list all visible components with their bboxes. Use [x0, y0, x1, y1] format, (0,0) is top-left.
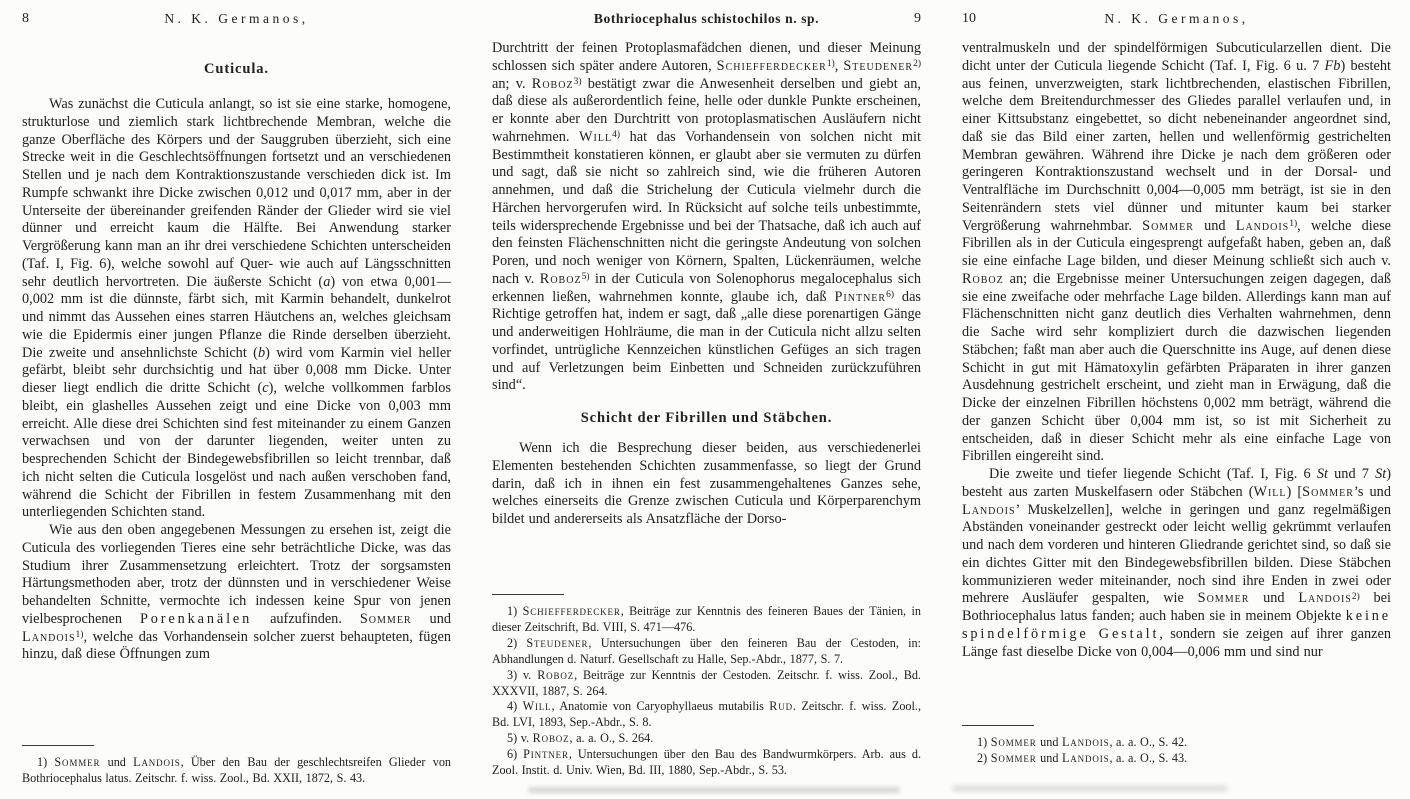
- page-number: 9: [914, 11, 921, 26]
- footnote: 1) Schiefferdecker, Beiträge zur Kenntnis des feineren Baues der Tänien, in dieser Zeitschrift, Bd. VIII, S. 471—476.: [492, 604, 921, 634]
- page-8: [0, 0, 470, 799]
- footnote: 3) v. Roboz, Beiträge zur Kenntnis der Cestoden. Zeitschr. f. wiss. Zool., Bd. XXXVII, 1887, S. 264.: [492, 667, 921, 698]
- paragraph: Was zunächst die Cuticula anlangt, so ist sie eine starke, homogene, strukturlose und ziemlich stark lichtbrechende Membran, welche die ganze Oberfläche des Körpers und der Sauggruben überzieht, sich eine Strecke weit in die Geschlechtsöffnungen fortsetzt und an verschiedenen Stellen und je nach dem Kontraktionszustande verschieden dick ist. Im Rumpfe schwankt ihre Dicke zwischen 0,012 und 0,017 mm, aber in der Unterseite der übereinander greifenden Ränder der Glieder wird sie viel dünner und erreicht kaum die Hälfte. Bei Anwendung starker Vergrößerung kann man an ihr drei verschiedene Schichten unterscheiden (Taf. I, Fig. 6), welche sowohl auf Quer- wie auch auf Längsschnitten sehr deutlich hervortreten. Die äußerste Schicht (a) von etwa 0,001—0,002 mm ist die dünnste, färbt sich, mit Karmin behandelt, dunkelrot und nimmt das Aussehen eines starren Häutchens an, welches gleichsam wie die Epidermis einer jungen Pflanze die Rinde derselben überzieht. Die zweite und ansehnlichste Schicht (b) wird vom Karmin viel heller gefärbt, bleibt sehr durchsichtig und hat über 0,008 mm Dicke. Unter dieser liegt endlich die dritte Schicht (c), welche vollkommen farblos bleibt, ein glashelles Aussehen zeigt und eine Dicke von 0,003 mm erreicht. Alle diese drei Schichten sind fest miteinander zu einem Ganzen verwachsen und von der darunter liegenden, weiter unten zu besprechenden Schicht der Bindegewebsfibrillen so leicht trennbar, daß ich nicht selten die Cuticula losgelöst und nach außen verschoben fand, während die Schicht der Fibrillen in festem Zusammenhang mit den unterliegenden Schichten stand.: [22, 96, 452, 521]
- paragraph: ventralmuskeln und der spindelförmigen Subcuticularzellen dient. Die dicht unter der Cuticula liegende Schicht (Taf. I, Fig. 6 u. 7 Fb) besteht aus feinen, unverzweigten, stark lichtbrechenden, elastischen Fibrillen, welche dem Breitendurchmesser des Gliedes parallel verlaufen und, in einer Kittsubstanz eingebettet, so dicht nebeneinander angeordnet sind, daß sie das Bild einer zarten, hellen und wellenförmig gestrichelten Membran gewähren. Während ihre Dicke je nach dem größeren oder geringeren Kontraktionszustand wechselt und in der Dorsal- und Ventralfläche im Durchschnitt 0,004—0,005 mm beträgt, ist sie in den Seitenrändern stets viel dünner und mitunter kaum bei starker Vergrößerung wahrnehmbar. Sommer und Landois$^{1)}$, welche diese Fibrillen als in der Cuticula eingesprengt aufgefaßt haben, geben an, daß sie eine einfache Lage bilden, und dieser Meinung schließt sich auch v. Roboz an; die Ergebnisse meiner Untersuchungen zeigen dagegen, daß sie eine zweifache oder mehrfache Lage bilden. Allerdings kann man auf Flächenschnitten nicht ganz deutlich dies Verhalten wahrnehmen, denn die Sache wird sehr kompliziert durch die dazwischen liegenden Stäbchen; faßt man aber auch die Querschnitte ins Auge, auf denen diese Schicht in gut mit Hämatoxylin gefärbten Präparaten in ihrer ganzen Ausdehnung gestrichelt erscheint, und zieht man in Erwägung, daß die Dicke der einzelnen Fibrillen höchstens 0,002 mm beträgt, während die der ganzen Schicht über 0,004 mm ist, so ist mit Sicherheit zu entscheiden, daß in dieser Schicht mehr als eine einfache Lage von Fibrillen eingereiht sind.: [962, 40, 1391, 465]
- footnote-rule: [492, 594, 564, 595]
- paragraph: Die zweite und tiefer liegende Schicht (Taf. I, Fig. 6 St und 7 St) besteht aus zarten Muskelfasern oder Stäbchen (Will) [Sommer’s und Landois’ Muskelzellen], welche in geringen und ganz regelmäßigen Abständen voneinander gestreckt oder leicht wellig gekrümmt verlaufen und nach dem vorderen und hinteren Gliedrande gerichtet sind, so daß sie ein dichtes Gitter mit den Bindegewebsfibrillen bilden. Diese Stäbchen kommunizieren weder miteinander, noch sind ihre Enden in zwei oder mehrere Ausläufer gespalten, wie Sommer und Landois$^{2)}$ bei Bothriocephalus latus fanden; auch haben sie in meinem Objekte keine spindelförmige Gestalt, sondern sie zeigen auf ihrer ganzen Länge fast dieselbe Dicke von 0,004—0,006 mm und sind nur: [962, 466, 1391, 660]
- running-title-author: N. K. Germanos,: [164, 11, 309, 26]
- footnote-rule: [22, 745, 94, 746]
- running-title-author: N. K. Germanos,: [1104, 11, 1249, 26]
- footnote-rule: [962, 725, 1034, 726]
- footnotes-page-8: [22, 745, 451, 787]
- page-9-header: [492, 10, 921, 28]
- footnote: 1) Sommer und Landois, Über den Bau der geschlechtsreifen Glieder von Bothriocephalus latus. Zeitschr. f. wiss. Zool., Bd. XXII, 1872, S. 43.: [22, 755, 452, 786]
- footnote: 5) v. Roboz, a. a. O., S. 264.: [507, 731, 654, 746]
- footnote: 2) Steudener, Untersuchungen über den feineren Bau der Cestoden, in: Abhandlungen d. Naturf. Gesellschaft zu Halle, Sep.-Abdr., 1877, S. 7.: [492, 635, 922, 666]
- section-heading-cuticula: Cuticula.: [204, 61, 269, 77]
- footnote: 6) Pintner, Untersuchungen über den Bau des Bandwurmkörpers. Arb. aus d. Zool. Instit. d. Univ. Wien, Bd. III, 1880, Sep.-Abdr., S. 53.: [492, 747, 921, 778]
- page-8-header: [22, 10, 451, 28]
- page-number: 8: [22, 11, 29, 26]
- page-number: 10: [962, 11, 976, 26]
- paragraph: Wenn ich die Besprechung dieser beiden, aus verschiedenerlei Elementen bestehenden Schichten zusammenfasse, so liegt der Grund darin, daß ich in ihnen ein fest zusammengehaltenes Ganzes sehe, welches einerseits die Grenze zwischen Cuticula und Körperparenchym bildet und andererseits als Ansatzfläche der Dorso-: [492, 440, 921, 527]
- running-title-species: Bothriocephalus schistochilos n. sp.: [593, 11, 820, 26]
- paragraph: Durchtritt der feinen Protoplasmafädchen dienen, und dieser Meinung schlossen sich später andere Autoren, Schiefferdecker$^{1)}$, Steudener$^{2)}$ an; v. Roboz$^{3)}$ bestätigt zwar die Anwesenheit derselben und giebt an, daß diese als außerordentlich feine, helle oder dunkle Punkte erscheinen, er konnte aber den Durchtritt von protoplasmatischen Ausläufern nicht wahrnehmen. Will$^{4)}$ hat das Vorhandensein von solchen nicht mit Bestimmtheit konstatieren können, er glaubt aber sie vermuten zu dürfen und sagt, daß sie nicht so zahlreich sind, wie die früheren Autoren annehmen, und daß die Strichelung der Cuticula vielmehr durch die Härchen hervorgerufen wird. In Rücksicht auf solche teils unbestimmte, teils widersprechende Ergebnisse und bei der Thatsache, daß ich auch auf den feinsten Flächenschnitten nicht die geringste Andeutung von solchen Poren, und noch weniger von Körnern, Spalten, Lückenräumen, welche nach v. Roboz$^{5)}$ in der Cuticula von Solenophorus megalocephalus sich erkennen ließen, wahrnehmen konnte, glaube ich, daß Pintner$^{6)}$ das Richtige getroffen hat, indem er sagt, daß „alle diese porenartigen Gänge und anderweitigen Hohlräume, die man in der Cuticula nicht allzu selten vorfindet, untrügliche Kennzeichen künstlichen Gefüges an sich tragen und auf Verletzungen beim Einbetten und Schneiden zurückzuführen sind“.: [492, 40, 922, 394]
- paragraph: Wie aus den oben angegebenen Messungen zu ersehen ist, zeigt die Cuticula des vorliegenden Tieres eine sehr beträchtliche Dicke, was das Studium ihrer Zusammensetzung erleichtert. Trotz der sorgsamsten Härtungsmethoden aber, trotz der dünnsten und in verschiedener Weise behandelten Schnitte, vermochte ich indessen keine Spur von jenen vielbesprochenen Porenkanälen aufzufinden. Sommer und Landois$^{1)}$, welche das Vorhandensein solcher zuerst behaupteten, fügen hinzu, daß diese Öffnungen zum: [22, 522, 451, 663]
- footnote: 2) Sommer und Landois, a. a. O., S. 43.: [977, 751, 1188, 766]
- page-10-header: [962, 10, 1391, 28]
- footnotes-page-9: [492, 594, 921, 779]
- footnote: 1) Sommer und Landois, a. a. O., S. 42.: [977, 735, 1188, 750]
- section-heading-fibrillen: Schicht der Fibrillen und Stäbchen.: [580, 410, 833, 426]
- footnote: 4) Will, Anatomie von Caryophyllaeus mutabilis Rud. Zeitschr. f. wiss. Zool., Bd. LVI, 1893, Sep.-Abdr., S. 8.: [492, 699, 921, 730]
- page-10: [940, 0, 1410, 799]
- page-9: [470, 0, 940, 799]
- footnotes-page-10: [962, 725, 1391, 767]
